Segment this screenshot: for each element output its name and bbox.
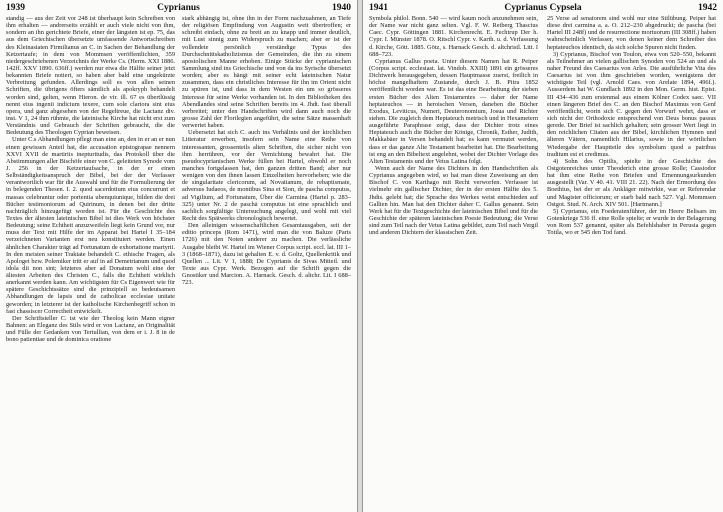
paragraph: Cyprianus Gallus poeta. Unter diesem Namen hat R. Peiper (Corpus script. ecclesiast. lat. Vindob. XXIII) 1891 ein grösseres Dichtwerk herausgegeben, dessen Hauptmasse zuerst, freilich in höchst mangelhaftem Zustande, durch J. B. Pitra 1852 veröffentlicht worden war. Es ist das eine Bearbeitung der sieben ersten Bücher des Alten Testamentes — daher der Name heptateuchos — in heroischen Versen, daneben die Bücher Exodus, Leviticus, Numeri, Deuteronomium, Josua und Richter stehen. Die zugleich dem Heptateuch metrisch und in Hexametern ausgeführte Paraphrase zeigt, dass der Dichter trotz eines Heptateuch auch die Bücher der Könige, Chronik, Esther, Judith, Makkabäer in Versen behandelt hat; es kann vermutet werden, dass er das ganze Alte Testament bearbeitet hat. Die Bearbeitung ist eng an den Bibeltext angelehnt, wobei der Dichter Vorlage des Alten Testaments und der Vetus Latina folgt. bbox=[369, 57, 538, 165]
paragraph: Unter C.s Abhandlungen pflegt man eine an, den in er an er nun einen gewissen Anteil hat, die accusation epistograpae nennern XXVI XVII de martiriis inepturitudis, das Protokoll über die Abstimmungen aller Bischöfe einer von C. geleiteten Synode vom J. 256 in der Ketzertaufsache, in der er einen Selbständigkeitsanspruch der Bibel, bei der der Verfasser verantwortlich war für die Auswahl und für die Formulierung der in belegenden Thesen. I. 2. quod sacerdotium eius concurrunt et massas celebrantur oder portentia ubenquiunique, bilden die drei Bücher testimoniorum ad Quirinum, in denen bei der dritte nachträglich hinzugefügt worden ist. Für die Geschichte des Textes der ältesten lateinischen Bibel ist dies Werk von höchster Bedeutung; seine Echtheit anzuzweifeln liegt kein Grund vor, nur muss der Text mit Hilfe der im Apparat bei Hartel I 35–184 verzeichneten Varianten erst neu konstituiert werden. Einen ähnlichen Charakter trägt ad Fortunatum de exhortatione martyrii. In den meisten seiner Traktate behandelt C. ethische Fragen, als Apologet bzw. Polemiker tritt er auf in ad Demetrianum und quod idola dii non sint; letzteres aber ad Donatum wohl eine der ältesten Arbeiten des Christen C., falls die Echtheit wirklich anerkannt werden kann. Am wichtigsten für Cs Eigenwert wie für spätere Geschichtssätze sind die prinzipiell so bedeutsamen Abhandlungen de lapsis und de catholicae ecclesiae unitate geworden; in letzterer ist der katholische Kirchenbegriff schon in fast chassiscer Correctheit entwickelt. bbox=[6, 136, 175, 315]
paragraph: Uebersetzt hat sich C. auch ins Verhältnis und der kirchlichen Litteratur erwerben, insofern sein Name eine Reihe von interessanten, grossenteils alten Schriften, die sicher nicht von ihm herrühren, vor der Vernichtung bewahrt hat. Die pseudocyprianischen Werke füllen bei Hartel, obwohl er noch manches fortgelassen hat, den ganzen dritten Band; aber nur wenigen von den ihnen lassen Einzelheiten hervorheben; wie die de singularitate clericorum, ad Novatianum, de rebaptismate, adversus Iudaeos, de montibus Sina et Sion, de pascha computus, ad Vigilium, ad Fortunatum, Über die Carmina (Hartel p. 283–325) unter Nr. 2 de paschā computus ist eine sprachlich und sachlich sorgfältige Untersuchung angelegt, und wohl mit viel Recht des Spätwerks chronologisch bewertet. bbox=[182, 129, 351, 222]
left-page-number-right: 1940 bbox=[332, 3, 351, 13]
right-page-number-left: 1941 bbox=[369, 3, 388, 13]
right-page bbox=[362, 0, 723, 512]
right-page-column-2 bbox=[547, 15, 716, 509]
paragraph: Symbola philol. Bonn. 540 — wird kaum noch anzunehmen sein, der Name war nicht ganz selten. Vgl. F. W. Reiberg Thascius Caec. Cypr. Göttingen 1881. Kirchenrecht. E. Fechtrup Der h. Cypr. I. Münster 1878. O. Ritschl Cypr. v. Karth. u. d. Verfassung d. Kirche, Gött. 1885. Götz, s. Harnack Gesch. d. altchristl. Litt. I 688–723. bbox=[369, 15, 538, 58]
paragraph: standig — aus der Zeit vor 248 ist überhaupt kein Schreiben von ihm erhalten — andrerseits erzählt er auch viele nicht von ihm, sondern an ihn gerichtete Briefe, einer der längsten ist ep. 75, das aus dem Griechischen übersetzte umfassende Antwortschreiben des Kleinasiaten Firmilianus an C. in Sachen der Behandlung der Ketzertaufe; in dem von Mommsen veröffentlichten, 359 niedergeschriebenen Verzeichnis der Werke Cs. (Herm. XXI 1886. 142ff. XXV 1890. 636ff.) werden nur etwa die Hälfte seiner jetzt bekannten Briefe notiert, so haben aber bald eine ungekürzte Verbreitung gefunden. Allerdings soll es von allen seinen Schriften, die übrigens öfters sämtlich als apokryph behandelt worden sind, gelten, wenn Hieron. de vir. ill. 67 es übertlüssig nennt eius ingenii indicium texere, cum sole clariora sint eius opera, und ganz abgesehen von der Regeltreue, die Lactanz div. inst. V 1, 24 ihm rühmte, die lateinische Kirche hat nicht erst zum Verständnis und Gebrauch der Schriften gebraucht, die die Bedeutung des Theologen Cyprian beweisen. bbox=[6, 15, 175, 137]
left-page-header bbox=[6, 3, 351, 15]
left-page-column-1 bbox=[6, 15, 175, 509]
right-page-column-1 bbox=[369, 15, 538, 509]
left-page-column-2 bbox=[182, 15, 351, 509]
left-page bbox=[0, 0, 358, 512]
right-page-number: 1942 bbox=[698, 3, 717, 13]
paragraph: 4) Sohn des Optilis, spielte in der Geschichte des Ostgotenreiches unter Theoderich eine grosse Rolle; Cassiodor hat ihm eine Reihe von Briefen und Ernennungsurkunden ausgestellt (Var. V 40. 41. VIII 21. 22). Nach der Ermordung des Boethius, bei der er als Ankläger mitwirkte, war er Referendar und Magister officiorum; er starb bald nach 527. Vgl. Mommsen Ostgot. Stud. N. Arch. XIV 501. [Hartmann.] bbox=[547, 157, 716, 208]
paragraph: 3) Cyprianus, Bischof von Toulon, etwa von 520–550, bekannt als Teilnehmer an vielen gallischen Synoden von 524 an und als naher Freund des Caesarius von Arles. Die ausführliche Vita des Caesarius ist von ihm geschrieben worden, wenigstens der wichtigste Teil (vgl. Arnold Caes. von Arelate 1894, 496f.). Ausserdem hat W. Gundlach 1892 in den Mon. Germ. hist. Epist. III 434–436 zum erstenmal aus einem Kölner Codex saec. VII einen längeren Brief des C. an den Bischof Maximus von Genf veröffentlicht, worin sich C. gegen den Vorwurf wehrt, dass er sich nicht der Orthodoxie entsprechend von Deus bonus passus gerede. Der Brief ist sachlich gehalten; sein grosser Wert liegt in den reichlichen Citaten aus der Bibel, kirchlichen Hymnen und älteren Vätern, namentlich Hilarius, sowie in der wörtlichen Wiedergabe der Hauptteile des symbolum quod a patribus traditum est et credimus. bbox=[547, 50, 716, 158]
paragraph: 5) Cyprianus, ein Foederatenführer, der im Heere Belisars im Gotenkriege 536 ff. eine Rolle spielte; er wurde in der Belagerung von Rom 537 genannt, später als Befehlshaber in Perusia gegen Totila, wo er 545 den Tod fand. bbox=[547, 207, 716, 237]
paragraph: 25 Verse ad senatorem sind wohl nur eine Stilübung. Peiper hat diese drei carmina a. a. O. 212–230 abgedruckt; de pascha (bei Hartel III 248f) und de resurrectione mortuorum (III 308ff.) haben wahrscheinlich Verfasser, von denen keiner dem Schreiber des heptateuchos identisch, da sich solche Spuren nicht finden. bbox=[547, 15, 716, 51]
paragraph: stark abhängig ist, ohne ihn in der Form nachzuahmen, an Tiefe der religiösen Empfindung von Augustin weit übertroffen; er schreibt einfach, ohne zu breit an zu knapp und immer deutlich, mit Lust sinnig zum Widerspruch zu machen; aber er ist der vollendete persönlich verständige Typus des Durchschnittskatholizismus der Gemeinden, die ihn zu einem apostolischen Manne erhoben. Einige Stücke der cyprianischen Sammlung sind ins Griechische und von da ins Syrische übersetzt worden; aber es hängt mit seiner echt lateinischen Natur zusammen, dass ein christliches Interesse für ihn im Orient nicht zu spüren ist, und dass in dem Westen ein um so grösseres Interesse für seine Werke vorhanden ist. In den Bibliotheken des Abendlandes sind seine Schriften bereits im 4. Jhdt. fast überall verbreitet; unter den Handschriften wird dann auch noch die grosse Zahl der Florilegien angeführt, die seine Sätze massenhaft verwertet haben. bbox=[182, 15, 351, 130]
left-page-number: 1939 bbox=[6, 3, 25, 13]
right-page-running-title: Cyprianus Cypsela bbox=[504, 3, 582, 13]
paragraph: Den alleinigen wissenschaftlichen Gesamtausgaben, seit der editio princeps (Rom 1471), wird man die von Baluze (Paris 1726) mit den Noten anderer zu machen. Die verlässliche Ausgabe bleibt W. Hartel im Wiener Corpus script. eccl. lat. III 1–3 (1868–1871), dazu ist gehalten E. v. d. Goltz, Quellenkritik und Quellen ... Lit. V 1, 1888; De Cyprianis de Sivas Mitteil. und Texte aus Cypr. Werk. Bezogen auf die Schrift gegen die Gnostiker und Marcion. A. Harnack. Gesch. d. altchr. Lit. I 688–723. bbox=[182, 222, 351, 287]
right-page-header bbox=[369, 3, 717, 15]
left-page-running-title: Cyprianus bbox=[157, 3, 200, 13]
paragraph: Der Schriftsteller C. ist wie der Theolog kein Mann eigner Bahnen: an Eleganz des Stils wird er von Lactanz, an Originalität und Fülle der Gedanken von Tertullian, von dem er i. J. 8 in de bono patientiae und de dominica oratione bbox=[6, 314, 175, 344]
paragraph: Wenn auch der Name des Dichters in den Handschriften als Cyprianus angegeben wird, so hat man diese Zuweisung an den Bischof C. von Karthago mit Recht verworfen. Verfasser ist vielmehr ein gallischer Dichter, der in der ersten Hälfte des 5. Jhdts. gelebt hat; die Sprache des Werkes weist entschieden auf Gallien hin. Man hat den Dichter daher C. Gallus genannt. Sein Werk hat für die Textgeschichte der lateinischen Bibel und für die Geschichte der späteren lateinischen Poesie Bedeutung; die Verse sind zum Teil nach der Vetus Latina gebildet, zum Teil nach Vergil und anderen Dichtern der klassischen Zeit. bbox=[369, 164, 538, 237]
